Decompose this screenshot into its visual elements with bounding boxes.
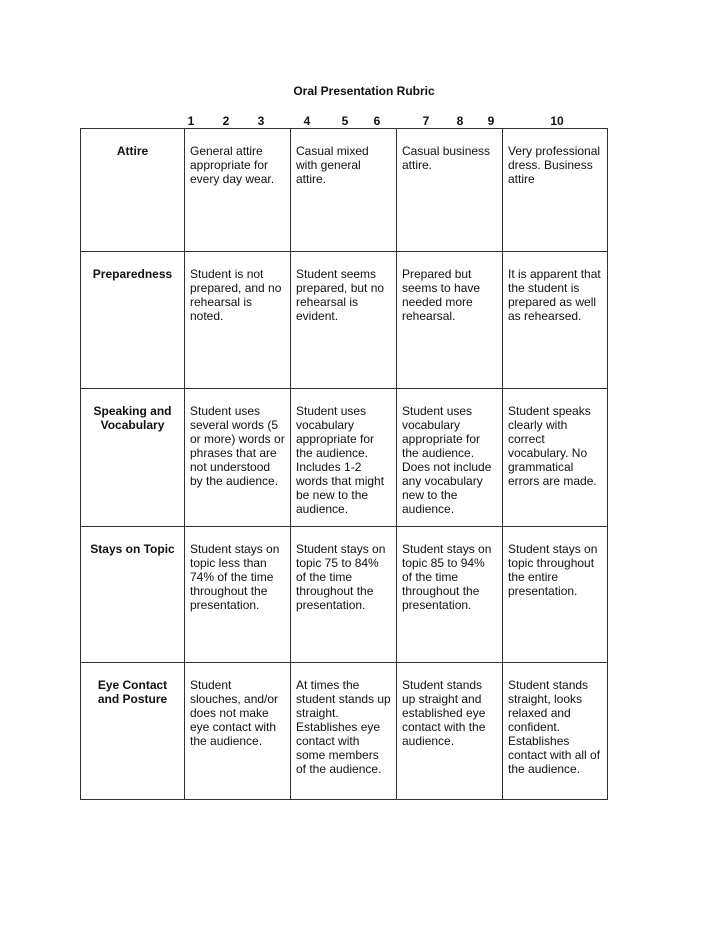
- rubric-row-eye-contact: [81, 663, 608, 800]
- rubric-cell: At times the student stands up straight. Establishes eye contact with some members of the audience.: [291, 663, 397, 800]
- score-label: 9: [487, 114, 495, 128]
- score-label: 3: [257, 114, 265, 128]
- rubric-cell: Casual mixed with general attire.: [291, 129, 397, 252]
- rubric-cell: Casual business attire.: [397, 129, 503, 252]
- rubric-row-speaking: [81, 389, 608, 527]
- rubric-cell: Student is not prepared, and no rehearsal is noted.: [185, 252, 291, 389]
- page-title: Oral Presentation Rubric: [293, 84, 435, 98]
- rubric-cell: Student stays on topic less than 74% of the time throughout the presentation.: [185, 527, 291, 663]
- rubric-row-attire: [81, 129, 608, 252]
- rubric-cell: Student speaks clearly with correct vocabulary. No grammatical errors are made.: [503, 389, 608, 527]
- score-label: 2: [222, 114, 230, 128]
- criterion-label: Attire: [81, 129, 185, 252]
- rubric-cell: Student uses vocabulary appropriate for the audience. Does not include any vocabulary new to the audience.: [397, 389, 503, 527]
- criterion-label: Eye Contact and Posture: [81, 663, 185, 800]
- rubric-row-preparedness: [81, 252, 608, 389]
- rubric-cell: Student stands straight, looks relaxed and confident. Establishes contact with all of the audience.: [503, 663, 608, 800]
- rubric-cell: Student seems prepared, but no rehearsal is evident.: [291, 252, 397, 389]
- rubric-cell: Prepared but seems to have needed more rehearsal.: [397, 252, 503, 389]
- rubric-cell: Student uses vocabulary appropriate for the audience. Includes 1-2 words that might be new to the audience.: [291, 389, 397, 527]
- score-label: 4: [303, 114, 311, 128]
- rubric-cell: Student stays on topic 75 to 84% of the time throughout the presentation.: [291, 527, 397, 663]
- score-label: 1: [187, 114, 195, 128]
- rubric-cell: Very professional dress. Business attire: [503, 129, 608, 252]
- rubric-row-topic: [81, 527, 608, 663]
- criterion-label: Preparedness: [81, 252, 185, 389]
- score-label: 10: [550, 114, 564, 128]
- rubric-cell: Student stays on topic 85 to 94% of the time throughout the presentation.: [397, 527, 503, 663]
- score-label: 6: [373, 114, 381, 128]
- rubric-table: [80, 128, 608, 800]
- score-label: 5: [341, 114, 349, 128]
- score-label: 7: [422, 114, 430, 128]
- criterion-label: Speaking and Vocabulary: [81, 389, 185, 527]
- score-label: 8: [456, 114, 464, 128]
- rubric-cell: Student slouches, and/or does not make eye contact with the audience.: [185, 663, 291, 800]
- rubric-cell: Student stands up straight and established eye contact with the audience.: [397, 663, 503, 800]
- rubric-cell: Student stays on topic throughout the entire presentation.: [503, 527, 608, 663]
- rubric-cell: Student uses several words (5 or more) words or phrases that are not understood by the audience.: [185, 389, 291, 527]
- rubric-cell: General attire appropriate for every day wear.: [185, 129, 291, 252]
- criterion-label: Stays on Topic: [81, 527, 185, 663]
- rubric-cell: It is apparent that the student is prepared as well as rehearsed.: [503, 252, 608, 389]
